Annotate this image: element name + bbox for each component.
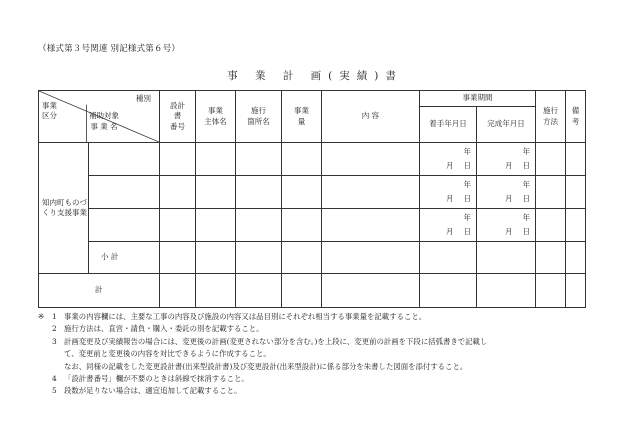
quantity-cell[interactable] [282, 209, 322, 242]
end-date-cell[interactable]: 年 月 日 [477, 143, 536, 176]
site-name-cell[interactable] [236, 209, 282, 242]
remarks-cell[interactable] [566, 242, 586, 274]
project-name-cell[interactable] [89, 209, 160, 242]
end-date-cell[interactable] [477, 274, 536, 308]
header-entity-name: 事業 主体名 [196, 91, 236, 143]
notes-section [38, 311, 487, 398]
content-cell[interactable] [322, 209, 420, 242]
end-date-cell[interactable] [477, 242, 536, 274]
site-name-cell[interactable] [236, 176, 282, 209]
method-cell[interactable] [536, 176, 566, 209]
header-end-date: 完成年月日 [477, 107, 536, 143]
project-name-cell[interactable] [89, 176, 160, 209]
entity-name-cell[interactable] [196, 176, 236, 209]
category-cell: 知内町ものづくり支援事業 [39, 143, 89, 274]
quantity-cell[interactable] [282, 274, 322, 308]
end-date-cell[interactable]: 年 月 日 [477, 176, 536, 209]
remarks-cell[interactable] [566, 176, 586, 209]
header-method: 施行 方法 [536, 91, 566, 143]
form-reference-label: （様式第３号関連 別記様式第６号） [38, 44, 181, 54]
design-number-cell[interactable] [160, 176, 196, 209]
quantity-cell[interactable] [282, 242, 322, 274]
header-remarks: 備 考 [566, 91, 586, 143]
method-cell[interactable] [536, 143, 566, 176]
header-quantity: 事業 量 [282, 91, 322, 143]
end-date-cell[interactable]: 年 月 日 [477, 209, 536, 242]
content-cell[interactable] [322, 143, 420, 176]
header-diagonal-cell [39, 91, 160, 143]
start-date-cell[interactable]: 年 月 日 [420, 143, 477, 176]
header-category-label: 事業 区分 [42, 101, 57, 120]
remarks-cell[interactable] [566, 209, 586, 242]
site-name-cell[interactable] [236, 274, 282, 308]
total-row [39, 274, 586, 308]
table-row [39, 209, 586, 242]
note-continuation: なお、同様の記載をした変更設計書(出来型設計書)及び変更設計(出来型設計)に係る部分を朱書した図面を添付すること。 [64, 361, 468, 371]
entity-name-cell[interactable] [196, 274, 236, 308]
content-cell[interactable] [322, 274, 420, 308]
start-date-cell[interactable]: 年 月 日 [420, 209, 477, 242]
design-number-cell[interactable] [160, 242, 196, 274]
total-label: 計 [39, 274, 160, 308]
subtotal-row [39, 242, 586, 274]
note-item: 5 段数が足りない場合は、適宜追加して記載すること。 [52, 386, 242, 396]
entity-name-cell[interactable] [196, 143, 236, 176]
remarks-cell[interactable] [566, 143, 586, 176]
method-cell[interactable] [536, 274, 566, 308]
header-content: 内 容 [322, 91, 420, 143]
method-cell[interactable] [536, 209, 566, 242]
method-cell[interactable] [536, 242, 566, 274]
note-continuation: て、変更前と変更後の内容を対比できるように作成すること。 [64, 349, 271, 359]
subtotal-label: 小 計 [89, 242, 160, 274]
header-period: 事業期間 [420, 91, 536, 107]
project-plan-table [38, 90, 586, 308]
note-mark: ※ [38, 312, 45, 321]
header-design-number: 設計 書 番号 [160, 91, 196, 143]
header-site-name: 施行 箇所名 [236, 91, 282, 143]
entity-name-cell[interactable] [196, 242, 236, 274]
note-item: 3 計画変更及び実績報告の場合には、変更後の計画(変更されない部分を含む。)を上段に、変更前の計画を下段に括弧書きで記載し [52, 336, 488, 346]
header-project-name-label: 補助対象 事 業 名 [89, 111, 119, 131]
header-start-date: 着手年月日 [420, 107, 477, 143]
start-date-cell[interactable]: 年 月 日 [420, 176, 477, 209]
content-cell[interactable] [322, 176, 420, 209]
page-title: 事 業 計 画(実績)書 [227, 70, 403, 82]
site-name-cell[interactable] [236, 242, 282, 274]
start-date-cell[interactable] [420, 242, 477, 274]
design-number-cell[interactable] [160, 274, 196, 308]
table-row [39, 176, 586, 209]
design-number-cell[interactable] [160, 143, 196, 176]
content-cell[interactable] [322, 242, 420, 274]
note-item: 4 「設計書番号」欄が不要のときは斜線で抹消すること。 [52, 374, 249, 384]
header-type-label: 種別 [136, 94, 151, 103]
start-date-cell[interactable] [420, 274, 477, 308]
quantity-cell[interactable] [282, 176, 322, 209]
design-number-cell[interactable] [160, 209, 196, 242]
note-item: 2 施行方法は、直営・請負・購入・委託の別を記載すること。 [52, 324, 264, 334]
project-name-cell[interactable] [89, 143, 160, 176]
note-item: ※ 1 事業の内容欄には、主要な工事の内容及び施設の内容又は品目別にそれぞれ相当する事業量を記載すること。 [38, 311, 487, 323]
entity-name-cell[interactable] [196, 209, 236, 242]
table-row [39, 143, 586, 176]
site-name-cell[interactable] [236, 143, 282, 176]
quantity-cell[interactable] [282, 143, 322, 176]
remarks-cell[interactable] [566, 274, 586, 308]
